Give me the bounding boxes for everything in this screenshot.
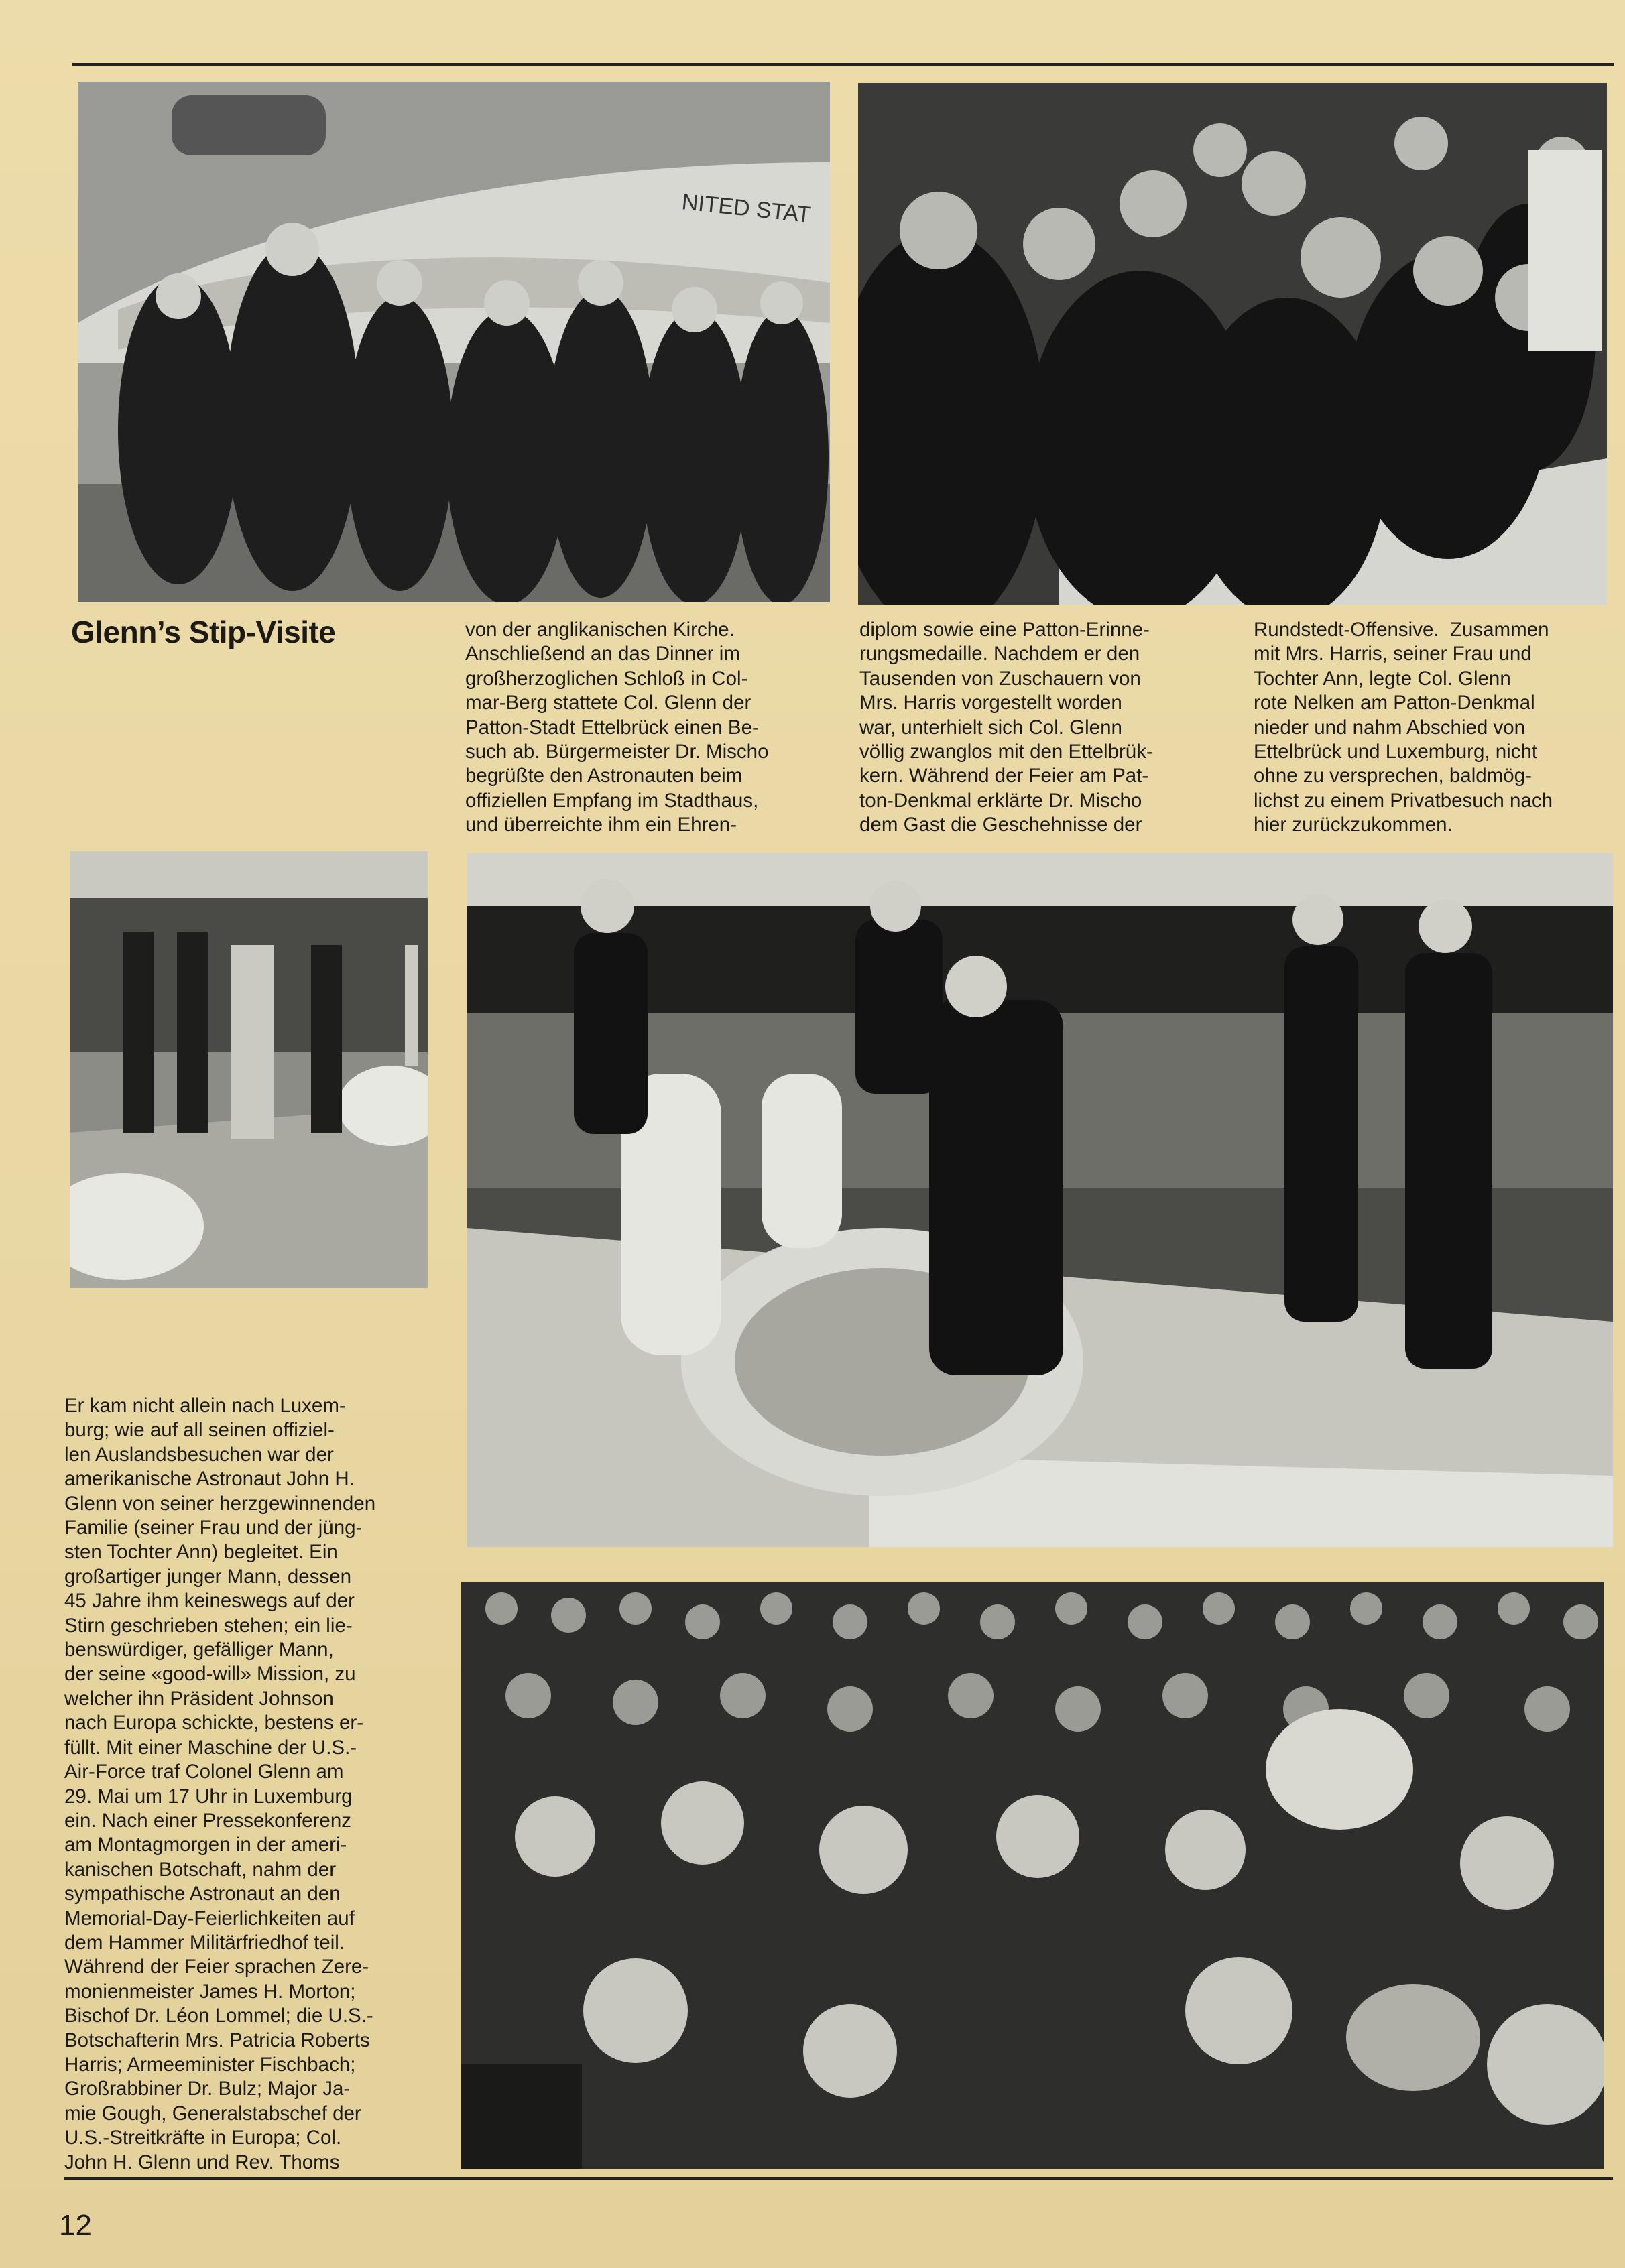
text-left-column: Er kam nicht allein nach Luxem- burg; wie auf all seinen offiziel- len Auslandsbesuchen war der amerikanische Astronaut John H. Glenn von seiner herzgewinnenden Familie (seiner Frau und der jüng- sten Tochter Ann) begleitet. Ein großartiger junger Mann, dessen 45 Jahre ihm keineswegs auf der Stirn geschrieben stehen; ein lie- benswürdiger, gefälliger Mann, der seine «good-will» Mission, zu welcher ihn Präsident Johnson nach Europa schickte, bestens er- füllt. Mit einer Maschine der U.S.- Air-Force traf Colonel Glenn am 29. Mai um 17 Uhr in Luxemburg ein. Nach einer Pressekonferenz am Montagmorgen in der ameri- kanischen Botschaft, nahm der sympathische Astronaut an den Memorial-Day-Feierlichkeiten auf dem Hammer Militärfriedhof teil. Während der Feier sprachen Zere- monienmeister James H. Morton; Bischof Dr. Léon Lommel; die U.S.- Botschafterin Mrs. Patricia Roberts Harris; Armeeminister Fischbach; Großrabbiner Dr. Bulz; Major Ja- mie Gough, Generalstabschef der U.S.-Streitkräfte in Europa; Col. John H. Glenn und Rev. Thoms [64, 1395, 376, 2174]
photo-arrival-group [78, 82, 830, 602]
photo-cemetery-guards [70, 851, 428, 1288]
airplane-lettering: NITED STAT [680, 189, 812, 229]
bottom-rule [64, 2177, 1613, 2180]
photo-crowd [461, 1582, 1604, 2169]
photo-signing-table [858, 83, 1607, 605]
article-title: Glenn’s Stip-Visite [71, 615, 336, 649]
text-column-3: Rundstedt-Offensive. Zusammen mit Mrs. Harris, seiner Frau und Tochter Ann, legte Col. Glenn rote Nelken am Patton-Denkmal nieder und nahm Abschied von Ettelbrück und Luxemburg, nicht ohne zu versprechen, baldmög- lichst zu einem Privatbesuch nach hier zurückzukommen. [1254, 619, 1553, 836]
text-column-2: diplom sowie eine Patton-Erinne- rungsmedaille. Nachdem er den Tausenden von Zuschauern von Mrs. Harris vorgestellt worden war, unterhielt sich Col. Glenn völlig zwanglos mit den Ettelbrük- kern. Während der Feier am Pat- ton-Denkmal erklärte Dr. Mischo dem Gast die Geschehnisse der [859, 619, 1153, 836]
page-number: 12 [59, 2209, 92, 2242]
photo-wreath-laying [467, 853, 1613, 1547]
text-column-1: von der anglikanischen Kirche. Anschließend an das Dinner im großherzoglichen Schloß in Col- mar-Berg stattete Col. Glenn der Patton-Stadt Ettelbrück einen Be- such ab. Bürgermeister Dr. Mischo begrüßte den Astronauten beim offiziellen Empfang im Stadthaus, und überreichte ihm ein Ehren- [465, 619, 769, 836]
top-rule [72, 63, 1614, 66]
